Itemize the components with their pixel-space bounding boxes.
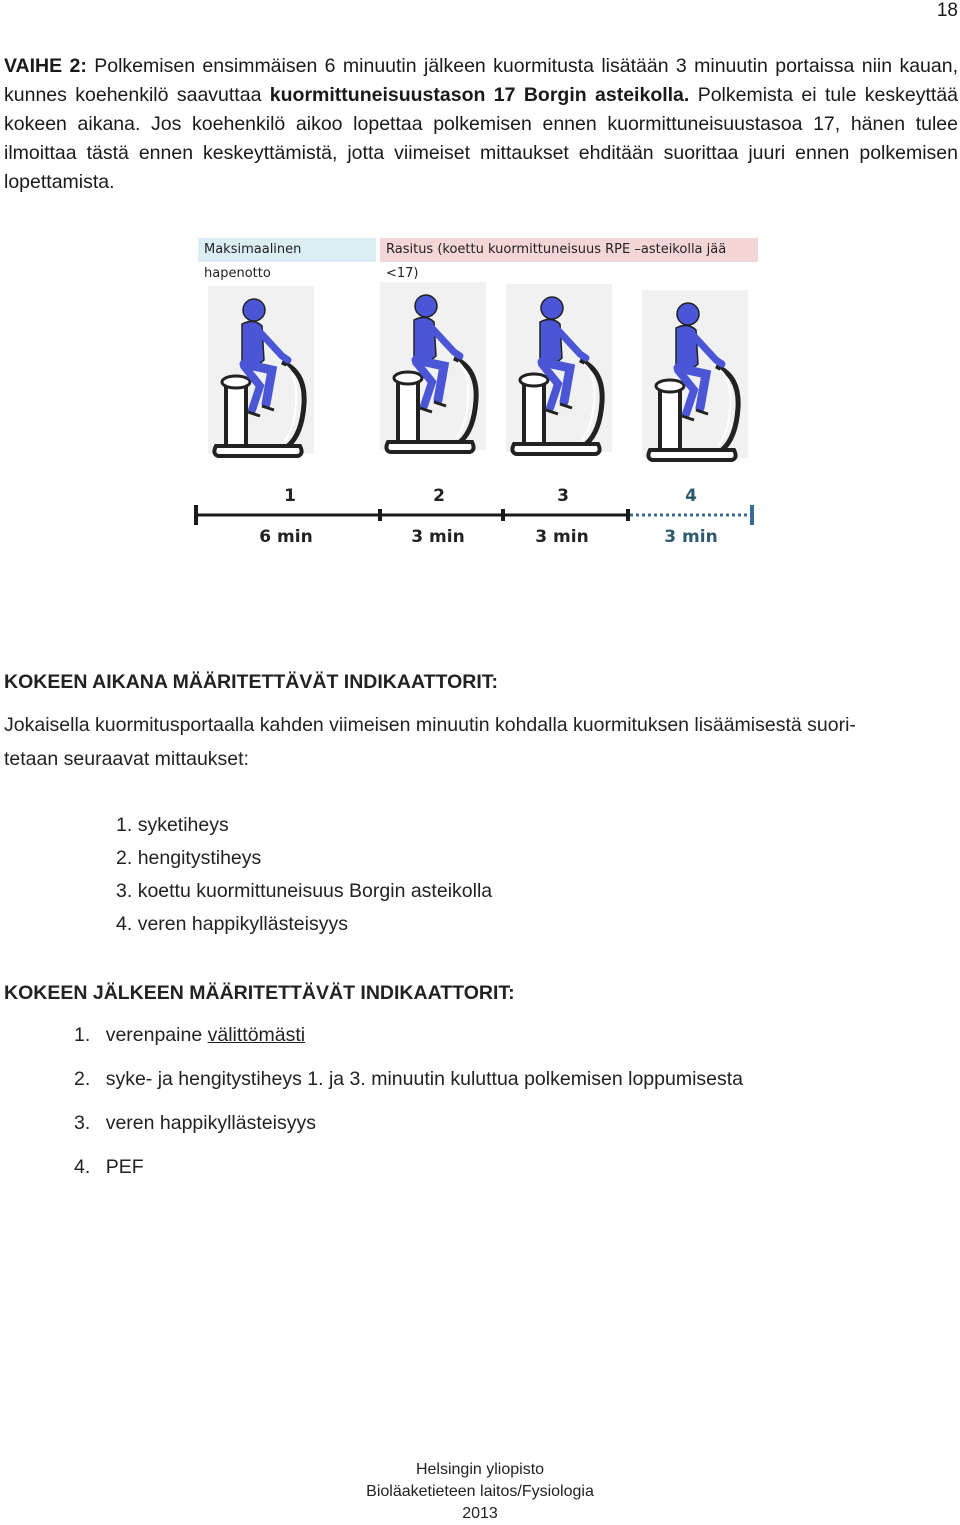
intro-label: VAIHE 2:: [4, 55, 87, 77]
intro-bold: kuormittuneisuustason 17 Borgin asteikolla.: [269, 84, 690, 106]
cyclist-figure-1: [208, 286, 314, 456]
after-item-2-num: 2.: [74, 1068, 91, 1090]
during-item-1-num: 1.: [116, 814, 133, 836]
during-heading: KOKEEN AIKANA MÄÄRITETTÄVÄT INDIKAATTORIT:: [4, 671, 498, 693]
stage-number-1: 1: [284, 486, 296, 506]
footer-university: Helsingin yliopisto: [415, 1461, 545, 1478]
during-item-3-text: koettu kuormittuneisuus Borgin asteikolla: [137, 880, 493, 902]
during-item-4-num: 4.: [116, 913, 133, 935]
page-number: 18: [936, 0, 958, 21]
stage-duration-1: 6 min: [259, 527, 313, 547]
intro-text-2: Polkemista ei tule keskeyttää kokeen aikana. Jos koehenkilö aikoo lopettaa polkemisen ennen kuormittuneisuustasoa 17, hänen tulee ilmoittaa tästä ennen keskeyttämistä, jotta viimeiset mittaukset ehditään suorittaa juuri ennen polkemisen lopettamista.: [4, 84, 959, 193]
during-paragraph-line-1: Jokaisella kuormitusportaalla kahden viimeisen minuutin kohdalla kuormituksen lisäämisestä suori-: [4, 714, 856, 736]
after-item-1-num: 1.: [74, 1024, 91, 1046]
after-item-3-num: 3.: [74, 1112, 91, 1134]
during-item-3: [116, 880, 492, 903]
legend-max-oxygen: Maksimaalinen hapenotto: [198, 238, 376, 262]
cyclist-figure-3: [506, 284, 612, 454]
footer: [0, 1459, 960, 1525]
after-item-2-text: syke- ja hengitystiheys 1. ja 3. minuutin kuluttua polkemisen loppumisesta: [105, 1068, 744, 1090]
stage-duration-2: 3 min: [411, 527, 465, 547]
during-item-1-text: syketiheys: [137, 814, 229, 836]
during-item-2-text: hengitystiheys: [137, 847, 262, 869]
after-item-1-underlined: välittömästi: [207, 1024, 306, 1046]
stage-number-4: 4: [685, 486, 697, 506]
during-item-2: [116, 847, 261, 870]
after-item-4-num: 4.: [74, 1156, 91, 1178]
footer-year: 2013: [462, 1505, 498, 1522]
during-item-2-num: 2.: [116, 847, 133, 869]
stage-duration-3: 3 min: [535, 527, 589, 547]
stage-number-3: 3: [557, 486, 569, 506]
after-heading: KOKEEN JÄLKEEN MÄÄRITETTÄVÄT INDIKAATTORIT:: [4, 982, 515, 1004]
after-item-3-text: veren happikyllästeisyys: [105, 1112, 316, 1134]
cyclist-figure-2: [380, 282, 486, 452]
after-item-3: [74, 1112, 316, 1135]
stage-duration-4: 3 min: [664, 527, 718, 547]
legend-load: Rasitus (koettu kuormittuneisuus RPE –asteikolla jää <17): [380, 238, 758, 262]
footer-department: Bioläaketieteen laitos/Fysiologia: [366, 1483, 594, 1500]
stage-number-2: 2: [433, 486, 445, 506]
after-item-4-text: PEF: [105, 1156, 144, 1178]
during-item-3-num: 3.: [116, 880, 133, 902]
after-item-1: [74, 1024, 305, 1047]
intro-text-1: Polkemisen ensimmäisen 6 minuutin jälkeen kuormitusta lisätään 3 minuutin portaissa niin kauan, kunnes koehenkilö saavuttaa: [4, 55, 959, 106]
during-paragraph: [4, 708, 956, 776]
cycling-diagram: [0, 0, 960, 580]
during-item-4: [116, 913, 348, 936]
after-item-4: [74, 1156, 144, 1179]
after-item-2: [74, 1068, 743, 1091]
during-paragraph-line-2: tetaan seuraavat mittaukset:: [4, 748, 249, 770]
during-item-1: [116, 814, 229, 837]
during-item-4-text: veren happikyllästeisyys: [137, 913, 348, 935]
after-item-1-text: verenpaine: [105, 1024, 208, 1046]
cyclist-figure-4: [642, 290, 748, 460]
